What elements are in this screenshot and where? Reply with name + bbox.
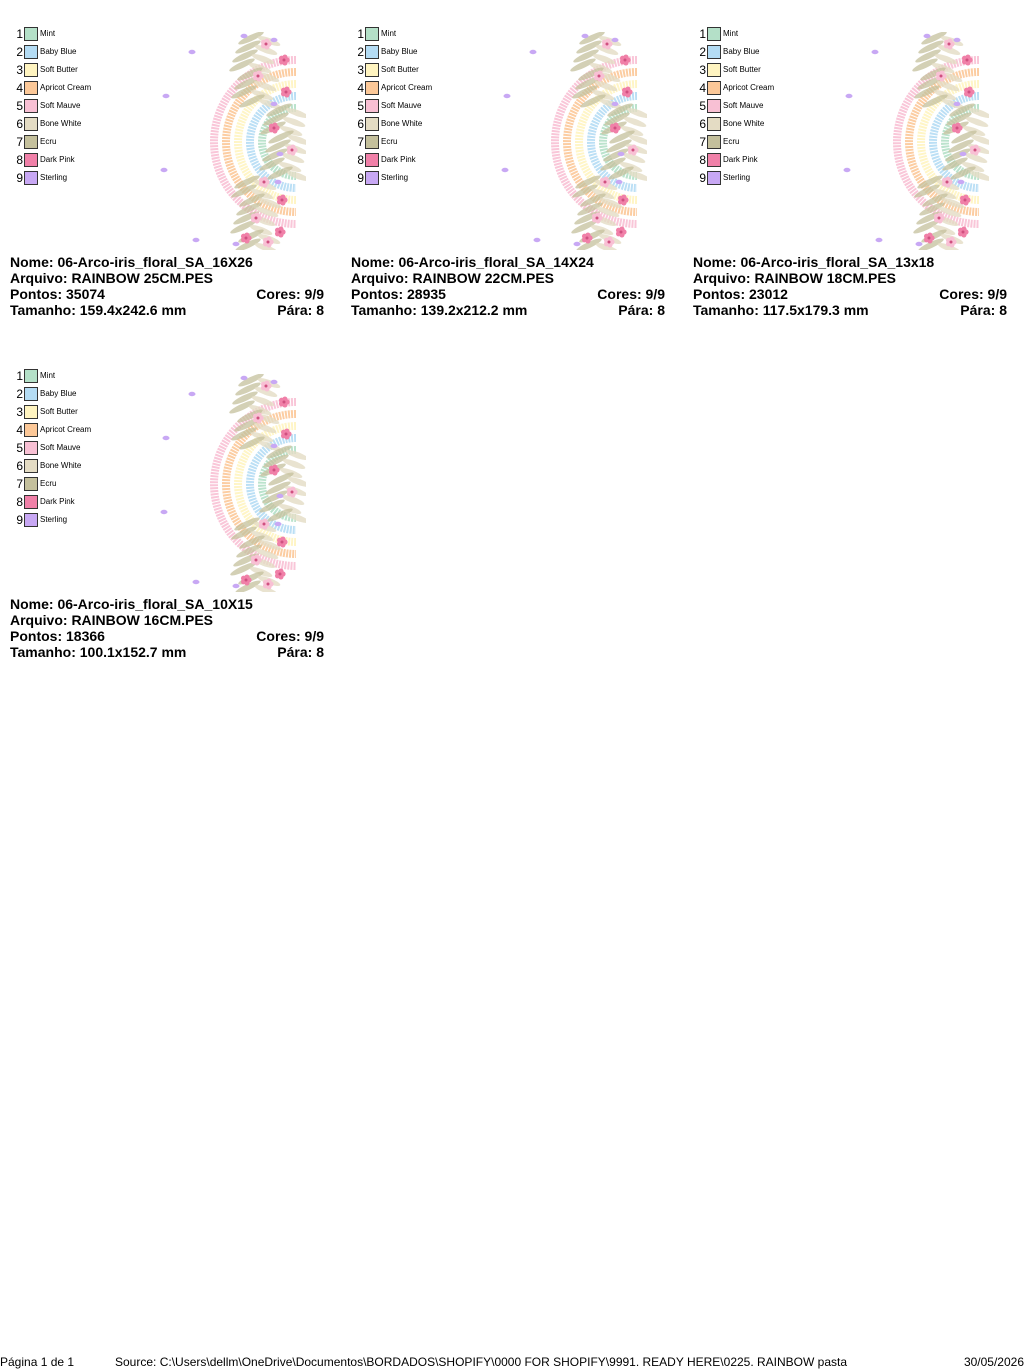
legend-number: 7 — [357, 135, 364, 149]
color-count: Cores: 9/9 — [256, 628, 324, 644]
info-line — [693, 270, 1007, 286]
color-swatch — [365, 117, 379, 131]
file-name: Arquivo: RAINBOW 16CM.PES — [10, 612, 214, 628]
color-swatch — [24, 423, 38, 437]
legend-row — [697, 170, 827, 188]
sterling-drop — [271, 380, 278, 384]
legend-row — [14, 44, 144, 62]
legend-row — [697, 44, 827, 62]
legend-color-name: Soft Butter — [40, 407, 78, 416]
design-card — [10, 342, 330, 662]
legend-number: 2 — [16, 45, 23, 59]
legend-row — [355, 170, 485, 188]
legend-number: 4 — [357, 81, 364, 95]
color-swatch — [365, 171, 379, 185]
sterling-drop — [916, 242, 923, 246]
color-swatch — [24, 63, 38, 77]
info-line — [10, 628, 324, 644]
legend-row — [697, 62, 827, 80]
stitch-count: Pontos: 23012 — [693, 286, 788, 302]
legend-number: 4 — [16, 423, 23, 437]
color-count: Cores: 9/9 — [256, 286, 324, 302]
color-swatch — [707, 99, 721, 113]
color-swatch — [24, 153, 38, 167]
color-swatch — [24, 81, 38, 95]
legend-color-name: Bone White — [381, 119, 423, 128]
stop-count: Pára: 8 — [277, 302, 324, 318]
sterling-drop — [275, 522, 282, 526]
info-line — [10, 286, 324, 302]
legend-row — [14, 80, 144, 98]
legend-row — [697, 80, 827, 98]
flower — [594, 71, 605, 82]
sterling-drop — [163, 436, 170, 440]
color-swatch — [707, 153, 721, 167]
color-swatch — [365, 45, 379, 59]
color-swatch — [24, 441, 38, 455]
legend-number: 4 — [699, 81, 706, 95]
file-name: Arquivo: RAINBOW 25CM.PES — [10, 270, 214, 286]
info-line — [351, 254, 665, 270]
sterling-drop — [271, 444, 278, 448]
color-swatch — [24, 45, 38, 59]
legend-color-name: Apricot Cream — [40, 425, 92, 434]
color-swatch — [707, 117, 721, 131]
legend-number: 6 — [699, 117, 706, 131]
legend-row — [355, 98, 485, 116]
legend-number: 8 — [357, 153, 364, 167]
legend-number: 2 — [699, 45, 706, 59]
legend-number: 3 — [357, 63, 364, 77]
info-line — [351, 270, 665, 286]
legend-row — [14, 26, 144, 44]
legend-row — [14, 368, 144, 386]
flower — [275, 569, 286, 580]
legend-row — [355, 116, 485, 134]
stitch-count: Pontos: 35074 — [10, 286, 105, 302]
color-swatch — [707, 81, 721, 95]
color-swatch — [365, 63, 379, 77]
design-name: Nome: 06-Arco-iris_floral_SA_10X15 — [10, 596, 253, 612]
legend-number: 1 — [357, 27, 364, 41]
sterling-drop — [958, 180, 965, 184]
legend-row — [355, 26, 485, 44]
legend-color-name: Dark Pink — [723, 155, 758, 164]
flower — [279, 55, 290, 66]
sterling-drop — [277, 494, 284, 498]
sterling-drop — [844, 168, 851, 172]
sterling-drop — [612, 102, 619, 106]
legend-color-name: Baby Blue — [723, 47, 760, 56]
legend-row — [14, 476, 144, 494]
legend-row — [697, 134, 827, 152]
legend-color-name: Mint — [40, 29, 56, 38]
legend-color-name: Soft Butter — [723, 65, 761, 74]
legend-color-name: Soft Mauve — [40, 101, 81, 110]
color-swatch — [365, 153, 379, 167]
legend-color-name: Sterling — [40, 515, 68, 524]
sterling-drop — [954, 38, 961, 42]
color-swatch — [24, 27, 38, 41]
legend-row — [14, 98, 144, 116]
design-info — [10, 254, 324, 318]
info-line — [10, 644, 324, 660]
design-info — [351, 254, 665, 318]
sterling-drop — [161, 168, 168, 172]
sterling-drop — [193, 580, 200, 584]
legend-color-name: Baby Blue — [381, 47, 418, 56]
flower — [279, 397, 290, 408]
legend-number: 1 — [699, 27, 706, 41]
legend-number: 9 — [16, 513, 23, 527]
color-swatch — [707, 135, 721, 149]
legend-color-name: Bone White — [723, 119, 765, 128]
sterling-drop — [924, 34, 931, 38]
sterling-drop — [189, 50, 196, 54]
legend-row — [355, 44, 485, 62]
legend-number: 7 — [16, 477, 23, 491]
legend-color-name: Baby Blue — [40, 389, 77, 398]
file-name: Arquivo: RAINBOW 18CM.PES — [693, 270, 897, 286]
legend-color-name: Soft Mauve — [723, 101, 764, 110]
stop-count: Pára: 8 — [960, 302, 1007, 318]
legend-color-name: Ecru — [381, 137, 398, 146]
legend-number: 8 — [699, 153, 706, 167]
color-swatch — [707, 171, 721, 185]
legend-number: 9 — [16, 171, 23, 185]
sterling-drop — [530, 50, 537, 54]
sterling-drop — [271, 38, 278, 42]
legend-color-name: Baby Blue — [40, 47, 77, 56]
sterling-drop — [618, 152, 625, 156]
legend-color-name: Mint — [723, 29, 739, 38]
legend-row — [14, 494, 144, 512]
legend-color-name: Dark Pink — [381, 155, 416, 164]
sterling-drop — [876, 238, 883, 242]
legend-number: 5 — [16, 441, 23, 455]
sterling-drop — [502, 168, 509, 172]
legend-row — [14, 404, 144, 422]
info-line — [10, 270, 324, 286]
legend-row — [697, 152, 827, 170]
legend-number: 9 — [699, 171, 706, 185]
legend-color-name: Soft Butter — [381, 65, 419, 74]
design-card — [693, 0, 1013, 320]
design-info — [693, 254, 1007, 318]
legend-number: 2 — [357, 45, 364, 59]
flower — [936, 71, 947, 82]
embroidery-preview — [146, 374, 306, 592]
legend-number: 9 — [357, 171, 364, 185]
stop-count: Pára: 8 — [277, 644, 324, 660]
legend-row — [355, 62, 485, 80]
legend-row — [14, 512, 144, 530]
flower — [275, 227, 286, 238]
legend-color-name: Dark Pink — [40, 497, 75, 506]
sterling-drop — [954, 102, 961, 106]
sterling-drop — [504, 94, 511, 98]
flower — [962, 55, 973, 66]
embroidery-preview — [487, 32, 647, 250]
color-swatch — [24, 405, 38, 419]
design-card — [351, 0, 671, 320]
stitch-count: Pontos: 28935 — [351, 286, 446, 302]
sterling-drop — [616, 180, 623, 184]
legend-row — [14, 116, 144, 134]
legend-number: 6 — [16, 459, 23, 473]
sterling-drop — [241, 376, 248, 380]
color-swatch — [365, 81, 379, 95]
legend-row — [14, 152, 144, 170]
info-line — [693, 254, 1007, 270]
legend-color-name: Soft Butter — [40, 65, 78, 74]
legend-number: 6 — [357, 117, 364, 131]
sterling-drop — [189, 392, 196, 396]
print-date: 30/05/2026 — [963, 1355, 1024, 1369]
embroidery-preview — [829, 32, 989, 250]
legend-number: 3 — [699, 63, 706, 77]
sterling-drop — [582, 34, 589, 38]
info-line — [693, 286, 1007, 302]
design-size: Tamanho: 100.1x152.7 mm — [10, 644, 187, 660]
legend-color-name: Sterling — [40, 173, 68, 182]
legend-row — [14, 386, 144, 404]
sterling-drop — [163, 94, 170, 98]
flower — [253, 71, 264, 82]
flower — [620, 55, 631, 66]
color-swatch — [365, 27, 379, 41]
stitch-count: Pontos: 18366 — [10, 628, 105, 644]
sterling-drop — [574, 242, 581, 246]
info-line — [351, 286, 665, 302]
file-name: Arquivo: RAINBOW 22CM.PES — [351, 270, 555, 286]
sterling-drop — [193, 238, 200, 242]
sterling-drop — [846, 94, 853, 98]
legend-row — [355, 152, 485, 170]
legend-color-name: Ecru — [723, 137, 740, 146]
flower — [616, 227, 627, 238]
legend-color-name: Bone White — [40, 119, 82, 128]
stop-count: Pára: 8 — [618, 302, 665, 318]
legend-color-name: Apricot Cream — [381, 83, 433, 92]
color-swatch — [24, 171, 38, 185]
info-line — [10, 612, 324, 628]
legend-number: 1 — [16, 27, 23, 41]
info-line — [10, 254, 324, 270]
legend-number: 2 — [16, 387, 23, 401]
embroidery-preview — [146, 32, 306, 250]
legend-color-name: Dark Pink — [40, 155, 75, 164]
legend-number: 5 — [357, 99, 364, 113]
color-swatch — [24, 135, 38, 149]
sterling-drop — [233, 584, 240, 588]
legend-number: 4 — [16, 81, 23, 95]
legend-color-name: Ecru — [40, 137, 57, 146]
sterling-drop — [241, 34, 248, 38]
flower — [958, 227, 969, 238]
design-name: Nome: 06-Arco-iris_floral_SA_13x18 — [693, 254, 935, 270]
color-swatch — [24, 369, 38, 383]
legend-number: 7 — [699, 135, 706, 149]
sterling-drop — [612, 38, 619, 42]
color-count: Cores: 9/9 — [939, 286, 1007, 302]
legend-color-name: Mint — [40, 371, 56, 380]
color-swatch — [365, 99, 379, 113]
legend-row — [14, 170, 144, 188]
source-path: Source: C:\Users\dellm\OneDrive\Documentos\BORDADOS\SHOPIFY\0000 FOR SHOPIFY\9991. READY HERE\0225. RAINBOW pasta — [115, 1355, 848, 1369]
legend-row — [14, 134, 144, 152]
page-footer — [0, 1354, 1024, 1370]
info-line — [351, 302, 665, 318]
info-line — [10, 596, 324, 612]
legend-number: 3 — [16, 405, 23, 419]
legend-number: 8 — [16, 153, 23, 167]
design-card — [10, 0, 330, 320]
info-line — [693, 302, 1007, 318]
legend-number: 5 — [699, 99, 706, 113]
legend-number: 6 — [16, 117, 23, 131]
color-count: Cores: 9/9 — [597, 286, 665, 302]
legend-row — [14, 62, 144, 80]
sterling-drop — [277, 152, 284, 156]
legend-row — [14, 422, 144, 440]
legend-row — [14, 458, 144, 476]
legend-row — [697, 26, 827, 44]
legend-row — [697, 98, 827, 116]
sterling-drop — [271, 102, 278, 106]
legend-number: 1 — [16, 369, 23, 383]
legend-color-name: Apricot Cream — [723, 83, 775, 92]
design-name: Nome: 06-Arco-iris_floral_SA_14X24 — [351, 254, 594, 270]
sterling-drop — [960, 152, 967, 156]
legend-color-name: Sterling — [381, 173, 409, 182]
legend-color-name: Ecru — [40, 479, 57, 488]
color-swatch — [24, 99, 38, 113]
legend-number: 7 — [16, 135, 23, 149]
design-name: Nome: 06-Arco-iris_floral_SA_16X26 — [10, 254, 253, 270]
design-info — [10, 596, 324, 660]
legend-row — [355, 134, 485, 152]
info-line — [10, 302, 324, 318]
color-swatch — [707, 63, 721, 77]
legend-row — [697, 116, 827, 134]
color-swatch — [24, 459, 38, 473]
sterling-drop — [233, 242, 240, 246]
sterling-drop — [872, 50, 879, 54]
color-swatch — [365, 135, 379, 149]
legend-number: 5 — [16, 99, 23, 113]
color-swatch — [24, 387, 38, 401]
design-size: Tamanho: 139.2x212.2 mm — [351, 302, 528, 318]
sterling-drop — [534, 238, 541, 242]
flower — [253, 413, 264, 424]
legend-color-name: Soft Mauve — [40, 443, 81, 452]
legend-number: 8 — [16, 495, 23, 509]
legend-row — [14, 440, 144, 458]
color-swatch — [24, 117, 38, 131]
color-swatch — [24, 495, 38, 509]
legend-color-name: Apricot Cream — [40, 83, 92, 92]
color-swatch — [707, 45, 721, 59]
sterling-drop — [161, 510, 168, 514]
legend-color-name: Bone White — [40, 461, 82, 470]
legend-color-name: Mint — [381, 29, 397, 38]
legend-color-name: Soft Mauve — [381, 101, 422, 110]
page-number: Página 1 de 1 — [0, 1355, 75, 1369]
design-size: Tamanho: 159.4x242.6 mm — [10, 302, 187, 318]
legend-row — [355, 80, 485, 98]
legend-number: 3 — [16, 63, 23, 77]
color-swatch — [24, 477, 38, 491]
legend-color-name: Sterling — [723, 173, 751, 182]
design-size: Tamanho: 117.5x179.3 mm — [693, 302, 869, 318]
sterling-drop — [275, 180, 282, 184]
color-swatch — [24, 513, 38, 527]
color-swatch — [707, 27, 721, 41]
